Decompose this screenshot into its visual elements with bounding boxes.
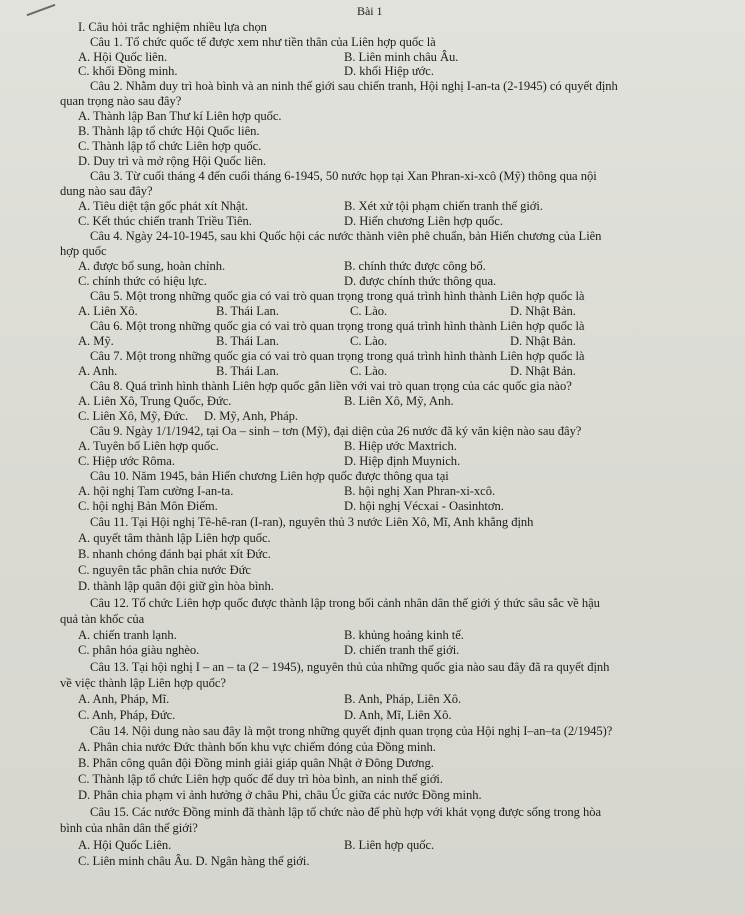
question-15: Câu 15. Các nước Đồng minh đã thành lập tổ chức nào để phù hợp với khát vọng được sống trong hòa	[90, 805, 601, 819]
answer-option: B. khủng hoảng kinh tế.	[344, 628, 464, 642]
pen-mark	[27, 4, 56, 16]
answer-option: A. Anh, Pháp, Mĩ.	[78, 692, 170, 706]
answer-option: B. Liên minh châu Âu.	[344, 50, 459, 64]
answer-option: C. phân hóa giàu nghèo.	[78, 643, 200, 657]
answer-option: C. Liên Xô, Mỹ, Đức.	[78, 409, 189, 423]
answer-option: B. Thái Lan.	[216, 364, 279, 378]
answer-option: D. Nhật Bản.	[510, 364, 576, 378]
question-continuation: hợp quốc	[60, 244, 107, 258]
answer-option: A. quyết tâm thành lập Liên hợp quốc.	[78, 531, 271, 545]
answer-option: B. chính thức được công bố.	[344, 259, 486, 273]
answer-option: A. hội nghị Tam cường I-an-ta.	[78, 484, 234, 498]
answer-option: B. Liên Xô, Mỹ, Anh.	[344, 394, 454, 408]
answer-option: D. Nhật Bản.	[510, 334, 576, 348]
question-13: Câu 13. Tại hội nghị I – an – ta (2 – 1945), nguyên thủ của những quốc gia nào sau đây đã ra quyết định	[90, 660, 610, 674]
answer-option: D. được chính thức thông qua.	[344, 274, 497, 288]
answer-option: C. nguyên tắc phân chia nước Đức	[78, 563, 251, 577]
question-3: Câu 3. Từ cuối tháng 4 đến cuối tháng 6-1945, 50 nước họp tại Xan Phran-xi-xcô (Mỹ) thông qua nội	[90, 169, 597, 183]
answer-option: A. Tiêu diệt tận gốc phát xít Nhật.	[78, 199, 248, 213]
question-continuation: bình của nhân dân thế giới?	[60, 821, 198, 835]
answer-option: A. Hội Quốc liên.	[78, 50, 168, 64]
section-heading: I. Câu hỏi trắc nghiệm nhiều lựa chọn	[78, 20, 267, 34]
answer-option: C. Lào.	[350, 304, 388, 318]
question-continuation: quan trọng nào sau đây?	[60, 94, 182, 108]
question-8: Câu 8. Quá trình hình thành Liên hợp quốc gắn liền với vai trò quan trọng của các quốc gia nào?	[90, 379, 572, 393]
answer-option: D. chiến tranh thế giới.	[344, 643, 460, 657]
answer-option: D. Phân chia phạm vi ảnh hưởng ở châu Phi, châu Úc giữa các nước Đồng minh.	[78, 788, 482, 802]
answer-option: B. nhanh chóng đánh bại phát xít Đức.	[78, 547, 271, 561]
answer-option: D. khối Hiệp ước.	[344, 64, 434, 78]
question-7: Câu 7. Một trong những quốc gia có vai trò quan trọng trong quá trình hình thành Liên hợp quốc là	[90, 349, 585, 363]
answer-option: C. Kết thúc chiến tranh Triều Tiên.	[78, 214, 252, 228]
answer-option: D. thành lập quân đội giữ gìn hòa bình.	[78, 579, 274, 593]
answer-option: B. Liên hợp quốc.	[344, 838, 435, 852]
answer-option: D. Hiến chương Liên hợp quốc.	[344, 214, 503, 228]
answer-option: C. Thành lập tổ chức Liên hợp quốc.	[78, 139, 262, 153]
answer-option: C. khối Đồng minh.	[78, 64, 178, 78]
answer-option: A. Liên Xô.	[78, 304, 138, 318]
question-1: Câu 1. Tổ chức quốc tế được xem như tiền thân của Liên hợp quốc là	[90, 35, 436, 49]
answer-option: C. Lào.	[350, 334, 388, 348]
answer-option: B. Hiệp ước Maxtrich.	[344, 439, 457, 453]
answer-option: C. hội nghị Bản Môn Điếm.	[78, 499, 218, 513]
question-continuation: quả tàn khốc của	[60, 612, 145, 626]
answer-option: C. chính thức có hiệu lực.	[78, 274, 207, 288]
answer-option: A. chiến tranh lạnh.	[78, 628, 177, 642]
question-4: Câu 4. Ngày 24-10-1945, sau khi Quốc hội các nước thành viên phê chuẩn, bản Hiến chương của Liên	[90, 229, 602, 243]
answer-option: C. Thành lập tổ chức Liên hợp quốc để duy trì hòa bình, an ninh thế giới.	[78, 772, 443, 786]
answer-option: A. Thành lập Ban Thư kí Liên hợp quốc.	[78, 109, 282, 123]
answer-option: B. Xét xử tội phạm chiến tranh thế giới.	[344, 199, 543, 213]
answer-option: A. Hội Quốc Liên.	[78, 838, 172, 852]
answer-option: B. Phân công quân đội Đồng minh giải giáp quân Nhật ở Đông Dương.	[78, 756, 434, 770]
question-10: Câu 10. Năm 1945, bản Hiến chương Liên hợp quốc được thông qua tại	[90, 469, 449, 483]
answer-option: C. Anh, Pháp, Đức.	[78, 708, 176, 722]
answer-option: D. hội nghị Vécxai - Oasinhtơn.	[344, 499, 504, 513]
answer-option: D. Hiệp định Muynich.	[344, 454, 461, 468]
question-11: Câu 11. Tại Hội nghị Tê-hê-ran (I-ran), nguyên thủ 3 nước Liên Xô, Mĩ, Anh khẳng định	[90, 515, 534, 529]
question-9: Câu 9. Ngày 1/1/1942, tại Oa – sinh – tơn (Mỹ), đại diện của 26 nước đã ký văn kiện nào sau đây?	[90, 424, 582, 438]
answer-option: A. Anh.	[78, 364, 118, 378]
answer-option: D. Nhật Bản.	[510, 304, 576, 318]
question-12: Câu 12. Tổ chức Liên hợp quốc được thành lập trong bối cảnh nhân dân thế giới ý thức sâu sắc về hậu	[90, 596, 600, 610]
answer-option: D. Mỹ, Anh, Pháp.	[204, 409, 298, 423]
answer-option: C. Liên minh châu Âu. D. Ngân hàng thế giới.	[78, 854, 310, 868]
answer-option: B. hội nghị Xan Phran-xi-xcô.	[344, 484, 496, 498]
answer-option: C. Hiệp ước Rôma.	[78, 454, 175, 468]
answer-option: D. Duy trì và mở rộng Hội Quốc liên.	[78, 154, 267, 168]
question-14: Câu 14. Nội dung nào sau đây là một trong những quyết định quan trọng của Hội nghị I–an–ta (2/1945)?	[90, 724, 613, 738]
answer-option: B. Thái Lan.	[216, 304, 279, 318]
answer-option: A. Tuyên bố Liên hợp quốc.	[78, 439, 219, 453]
answer-option: A. Mỹ.	[78, 334, 114, 348]
question-6: Câu 6. Một trong những quốc gia có vai trò quan trọng trong quá trình hình thành Liên hợp quốc là	[90, 319, 585, 333]
page-title: Bài 1	[357, 4, 383, 18]
answer-option: B. Anh, Pháp, Liên Xô.	[344, 692, 462, 706]
answer-option: A. Phân chia nước Đức thành bốn khu vực chiếm đóng của Đồng minh.	[78, 740, 436, 754]
answer-option: A. Liên Xô, Trung Quốc, Đức.	[78, 394, 232, 408]
answer-option: B. Thái Lan.	[216, 334, 279, 348]
question-2: Câu 2. Nhằm duy trì hoà bình và an ninh thế giới sau chiến tranh, Hội nghị I-an-ta (2-1945) có quyết định	[90, 79, 618, 93]
answer-option: A. được bổ sung, hoàn chỉnh.	[78, 259, 226, 273]
answer-option: B. Thành lập tổ chức Hội Quốc liên.	[78, 124, 260, 138]
answer-option: D. Anh, Mĩ, Liên Xô.	[344, 708, 452, 722]
answer-option: C. Lào.	[350, 364, 388, 378]
question-5: Câu 5. Một trong những quốc gia có vai trò quan trọng trong quá trình hình thành Liên hợp quốc là	[90, 289, 585, 303]
question-continuation: dung nào sau đây?	[60, 184, 153, 198]
question-continuation: về việc thành lập Liên hợp quốc?	[60, 676, 226, 690]
